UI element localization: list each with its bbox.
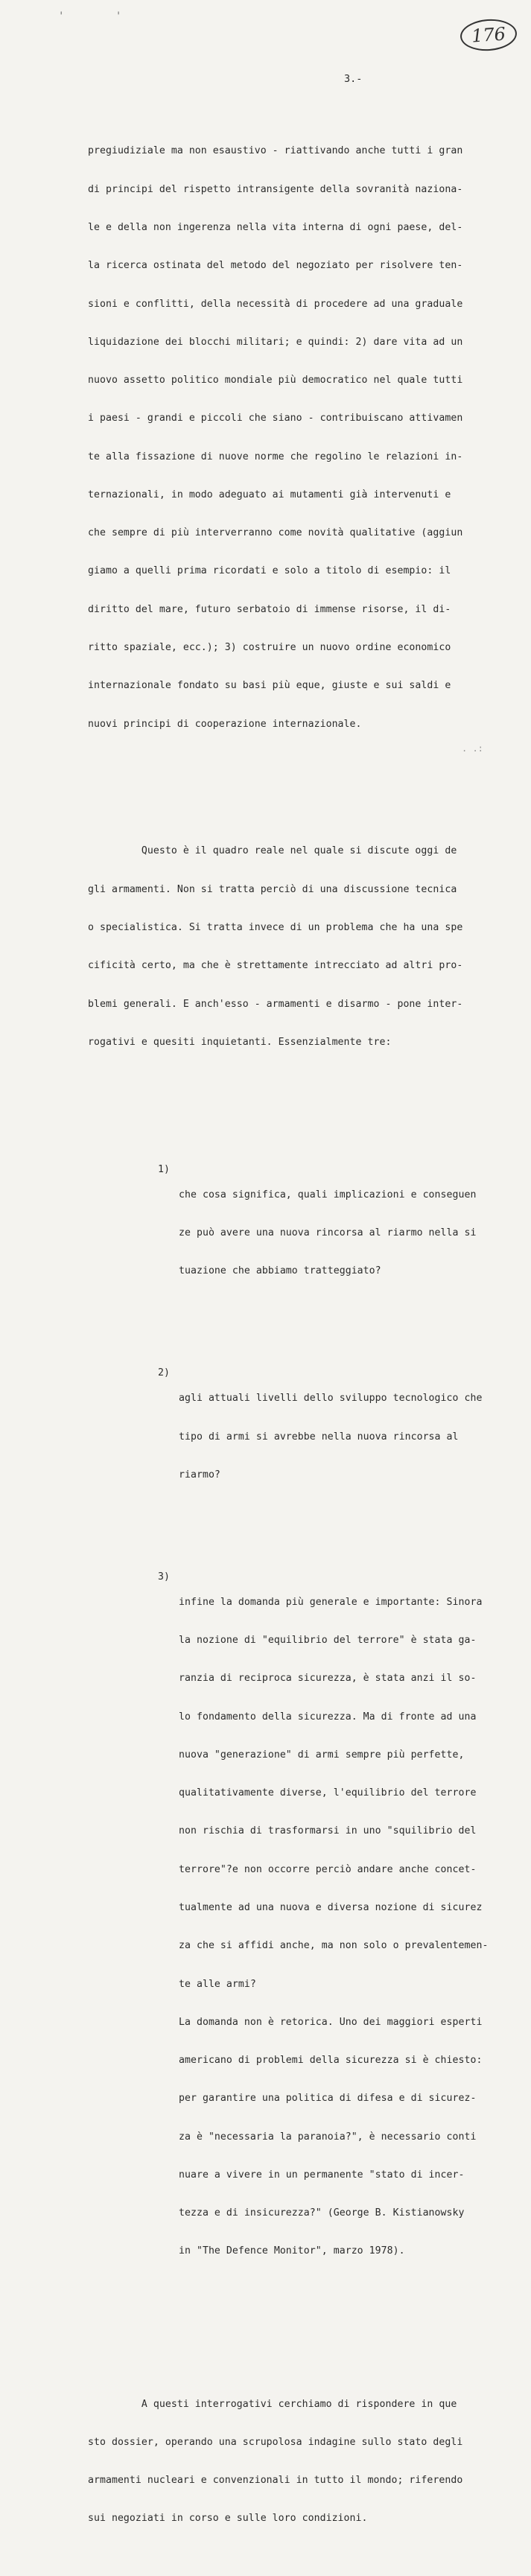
text-line: liquidazione dei blocchi militari; e quindi: 2) dare vita ad un <box>88 336 463 348</box>
question-item-3 <box>88 1571 494 2283</box>
text-line: tipo di armi si avrebbe nella nuova rincorsa al <box>179 1431 459 1443</box>
paragraph-3 <box>88 2372 494 2550</box>
text-line: ternazionali, in modo adeguato ai mutamenti già intervenuti e <box>88 489 451 500</box>
text-line: ranzia di reciproca sicurezza, è stata anzi il so- <box>179 1673 477 1685</box>
question-item-1 <box>88 1163 494 1303</box>
question-list <box>88 1138 494 2309</box>
text-line: armamenti nucleari e convenzionali in tutto il mondo; riferendo <box>88 2475 463 2487</box>
text-line: tualmente ad una nuova e diversa nozione di sicurez <box>179 1901 483 1913</box>
text-line: la nozione di "equilibrio del terrore" è stata ga- <box>179 1634 477 1646</box>
text-line: gli armamenti. Non si tratta perciò di una discussione tecnica <box>88 883 457 895</box>
text-line: za è "necessaria la paranoia?", è necessario conti <box>179 2131 477 2143</box>
text-line: rogativi e quesiti inquietanti. Essenzialmente tre: <box>88 1036 392 1048</box>
item-gap <box>88 1532 494 1545</box>
scan-dots: . .: <box>462 743 483 754</box>
text-line: sioni e conflitti, della necessità di procedere ad una graduale <box>88 298 463 310</box>
text-line: per garantire una politica di difesa e di sicurez- <box>179 2093 477 2105</box>
text-line: za che si affidi anche, ma non solo o prevalentemen- <box>179 1940 489 1952</box>
paragraph-gap <box>88 1099 494 1112</box>
text-line: A questi interrogativi cerchiamo di rispondere in que <box>88 2398 457 2410</box>
paragraph-1 <box>88 119 494 756</box>
text-line: sto dossier, operando una scrupolosa indagine sullo stato degli <box>88 2436 463 2448</box>
question-number: 1) <box>158 1163 170 1175</box>
text-line: i paesi - grandi e piccoli che siano - contribuiscano attivamen <box>88 413 463 424</box>
text-line: nuovi principi di cooperazione internazionale. <box>88 718 362 730</box>
text-line: blemi generali. E anch'esso - armamenti e disarmo - pone inter- <box>88 998 463 1010</box>
paragraph-2 <box>88 819 494 1074</box>
text-line: in "The Defence Monitor", marzo 1978). <box>179 2245 405 2257</box>
text-line: sui negoziati in corso e sulle loro condizioni. <box>88 2513 368 2525</box>
question-text <box>179 1571 488 2283</box>
text-line: infine la domanda più generale e importante: Sinora <box>179 1596 483 1608</box>
question-number: 2) <box>158 1367 170 1379</box>
text-line: le e della non ingerenza nella vita interna di ogni paese, del- <box>88 221 463 233</box>
text-line: di principi del rispetto intransigente della sovranità naziona- <box>88 183 463 195</box>
scan-specks: ' ' <box>58 10 144 22</box>
body-text <box>88 94 494 2576</box>
question-number: 3) <box>158 1571 170 1583</box>
text-line: ze può avere una nuova rincorsa al riarmo nella si <box>179 1227 477 1239</box>
text-line: agli attuali livelli dello sviluppo tecnologico che <box>179 1393 483 1405</box>
text-line: cificità certo, ma che è strettamente intrecciato ad altri pro- <box>88 960 463 972</box>
question-item-2 <box>88 1367 494 1507</box>
text-line: o specialistica. Si tratta invece di un problema che ha una spe <box>88 922 463 933</box>
text-line: diritto del mare, futuro serbatoio di immense risorse, il di- <box>88 603 451 615</box>
text-line: nuare a vivere in un permanente "stato di incer- <box>179 2169 465 2181</box>
text-line: internazionale fondato su basi più eque, giuste e sui saldi e <box>88 680 451 692</box>
text-line: tezza e di insicurezza?" (George B. Kistianowsky <box>179 2207 465 2219</box>
text-line: riarmo? <box>179 1469 220 1481</box>
text-line: nuova "generazione" di armi sempre più perfette, <box>179 1749 465 1761</box>
text-line: terrore"?e non occorre perciò andare anche concet- <box>179 1863 477 1875</box>
item-gap <box>88 1329 494 1341</box>
text-line: lo fondamento della sicurezza. Ma di fronte ad una <box>179 1711 477 1723</box>
paragraph-gap <box>88 2334 494 2347</box>
question-text <box>179 1163 476 1303</box>
text-line: pregiudiziale ma non esaustivo - riattivando anche tutti i gran <box>88 145 463 157</box>
text-line: ritto spaziale, ecc.); 3) costruire un nuovo ordine economico <box>88 642 451 654</box>
paragraph-gap <box>88 781 494 794</box>
text-line: te alla fissazione di nuove norme che regolino le relazioni in- <box>88 451 463 462</box>
text-line: non rischia di trasformarsi in uno "squilibrio del <box>179 1825 477 1837</box>
page-number: 3.- <box>344 73 363 85</box>
text-line: giamo a quelli prima ricordati e solo a titolo di esempio: il <box>88 565 451 577</box>
text-line: te alle armi? <box>179 1978 256 1990</box>
text-line: che cosa significa, quali implicazioni e conseguen <box>179 1189 477 1200</box>
page-stamp: 176 <box>460 17 518 52</box>
text-line: che sempre di più interverranno come novità qualitative (aggiun <box>88 527 463 539</box>
text-line: Questo è il quadro reale nel quale si discute oggi de <box>88 845 457 857</box>
question-text <box>179 1367 482 1507</box>
text-line: tuazione che abbiamo tratteggiato? <box>179 1265 381 1277</box>
text-line: nuovo assetto politico mondiale più democratico nel quale tutti <box>88 375 463 387</box>
text-line: La domanda non è retorica. Uno dei maggiori esperti <box>179 2016 483 2028</box>
text-line: americano di problemi della sicurezza si è chiesto: <box>179 2055 483 2067</box>
text-line: la ricerca ostinata del metodo del negoziato per risolvere ten- <box>88 260 463 272</box>
text-line: qualitativamente diverse, l'equilibrio del terrore <box>179 1787 477 1799</box>
